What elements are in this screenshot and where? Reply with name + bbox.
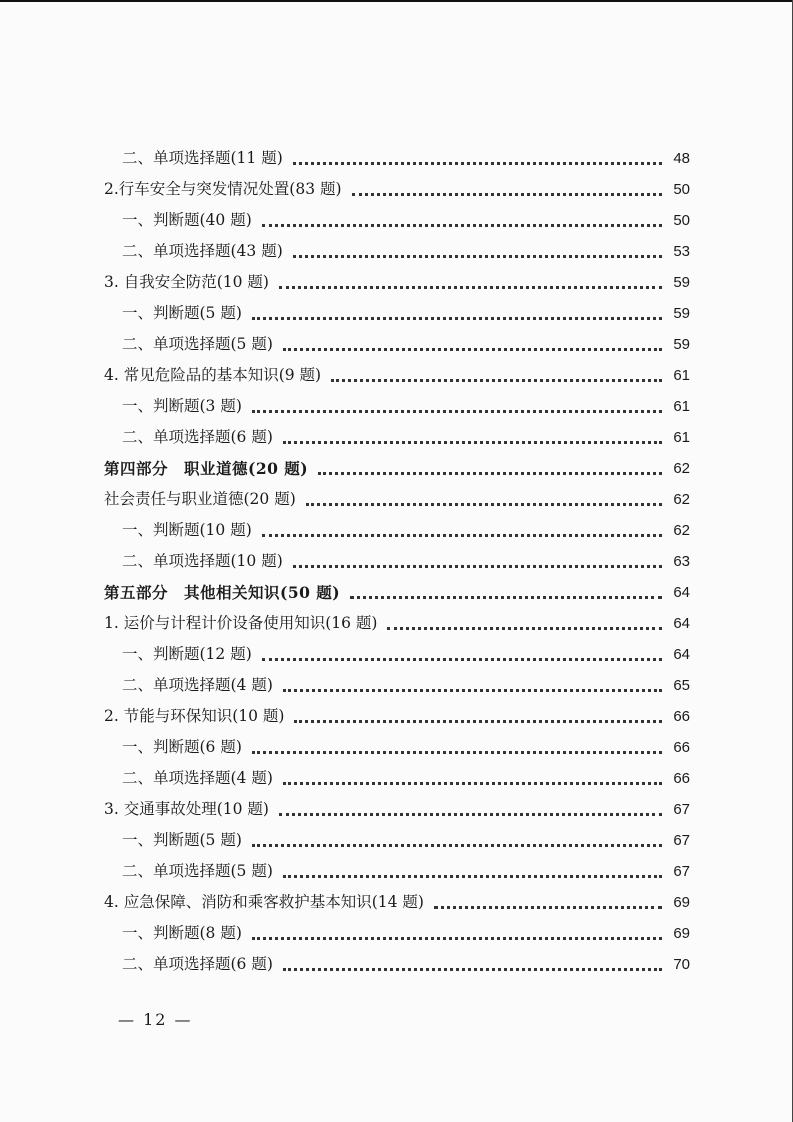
toc-subsection-entry[interactable] [104,639,690,670]
toc-entry-title: 3. 交通事故处理(10 题) [104,800,269,818]
toc-part-heading[interactable] [104,453,690,484]
toc-subsection-entry[interactable] [104,732,690,763]
toc-page-number: 67 [673,863,690,880]
toc-subsection-entry[interactable] [104,298,690,329]
toc-entry-title: 2. 节能与环保知识(10 题) [104,707,285,725]
toc-dot-leader [252,317,662,320]
toc-entry-title: 社会责任与职业道德(20 题) [104,490,296,508]
scan-top-edge [0,0,793,2]
toc-page-number: 67 [673,801,690,818]
toc-page-number: 65 [673,677,690,694]
toc-subsection-entry[interactable] [104,143,690,174]
toc-entry-title: 一、判断题(40 题) [122,211,252,229]
toc-page-number: 53 [673,243,690,260]
toc-page-number: 66 [673,770,690,787]
toc-entry-title: 二、单项选择题(10 题) [122,552,283,570]
toc-entry-title: 一、判断题(5 题) [122,831,242,849]
toc-entry-title: 3. 自我安全防范(10 题) [104,273,269,291]
toc-subsection-entry[interactable] [104,670,690,701]
toc-page-number: 66 [673,739,690,756]
toc-page-number: 48 [673,150,690,167]
toc-page-number: 61 [673,367,690,384]
toc-section-entry[interactable] [104,484,690,515]
toc-page-number: 64 [673,615,690,632]
toc-dot-leader [252,410,662,413]
toc-page-number: 59 [673,336,690,353]
toc-page-number: 59 [673,274,690,291]
toc-dot-leader [283,441,662,444]
toc-dot-leader [293,255,662,258]
toc-page-number: 61 [673,398,690,415]
toc-page-number: 64 [673,584,690,601]
toc-dot-leader [283,968,662,971]
toc-entry-title: 二、单项选择题(6 题) [122,428,273,446]
toc-entry-title: 一、判断题(3 题) [122,397,242,415]
toc-dot-leader [252,937,662,940]
toc-subsection-entry[interactable] [104,546,690,577]
toc-dot-leader [294,720,662,723]
toc-dot-leader [293,162,662,165]
toc-dot-leader [387,627,662,630]
toc-entry-title: 1. 运价与计程计价设备使用知识(16 题) [104,614,378,632]
toc-page-number: 67 [673,832,690,849]
toc-entry-title: 第五部分 其他相关知识(50 题) [104,583,341,602]
toc-dot-leader [252,844,662,847]
toc-entry-title: 二、单项选择题(5 题) [122,862,273,880]
table-of-contents [104,143,690,980]
toc-entry-title: 4. 应急保障、消防和乘客救护基本知识(14 题) [104,893,424,911]
toc-section-entry[interactable] [104,887,690,918]
toc-dot-leader [283,348,662,351]
toc-subsection-entry[interactable] [104,856,690,887]
toc-entry-title: 二、单项选择题(4 题) [122,676,273,694]
toc-page-number: 50 [673,212,690,229]
toc-dot-leader [279,813,662,816]
toc-page-number: 64 [673,646,690,663]
page-number-footer: — 12 — [118,1010,193,1029]
toc-subsection-entry[interactable] [104,949,690,980]
toc-subsection-entry[interactable] [104,329,690,360]
toc-page-number: 62 [673,460,690,477]
toc-subsection-entry[interactable] [104,205,690,236]
toc-section-entry[interactable] [104,267,690,298]
toc-page-number: 69 [673,925,690,942]
toc-dot-leader [252,751,662,754]
toc-dot-leader [283,782,662,785]
toc-subsection-entry[interactable] [104,422,690,453]
toc-subsection-entry[interactable] [104,236,690,267]
toc-dot-leader [283,689,662,692]
toc-dot-leader [262,224,662,227]
toc-subsection-entry[interactable] [104,391,690,422]
toc-subsection-entry[interactable] [104,763,690,794]
toc-page-number: 62 [673,491,690,508]
toc-entry-title: 二、单项选择题(4 题) [122,769,273,787]
toc-dot-leader [434,906,662,909]
toc-subsection-entry[interactable] [104,515,690,546]
toc-dot-leader [283,875,662,878]
toc-dot-leader [306,503,662,506]
toc-page-number: 63 [673,553,690,570]
toc-entry-title: 一、判断题(8 题) [122,924,242,942]
toc-section-entry[interactable] [104,794,690,825]
toc-section-entry[interactable] [104,174,690,205]
toc-dot-leader [318,472,662,475]
toc-subsection-entry[interactable] [104,918,690,949]
toc-dot-leader [350,596,662,599]
toc-part-heading[interactable] [104,577,690,608]
toc-section-entry[interactable] [104,701,690,732]
toc-dot-leader [279,286,662,289]
toc-page-number: 50 [673,181,690,198]
toc-entry-title: 一、判断题(10 题) [122,521,252,539]
toc-page-number: 59 [673,305,690,322]
toc-entry-title: 二、单项选择题(43 题) [122,242,283,260]
toc-page-number: 62 [673,522,690,539]
toc-entry-title: 一、判断题(5 题) [122,304,242,322]
toc-dot-leader [352,193,662,196]
toc-entry-title: 一、判断题(6 题) [122,738,242,756]
toc-entry-title: 二、单项选择题(11 题) [122,149,283,167]
toc-dot-leader [262,534,662,537]
toc-page-number: 69 [673,894,690,911]
toc-entry-title: 二、单项选择题(5 题) [122,335,273,353]
toc-page-number: 61 [673,429,690,446]
toc-page-number: 70 [673,956,690,973]
toc-page-number: 66 [673,708,690,725]
toc-dot-leader [331,379,662,382]
toc-entry-title: 4. 常见危险品的基本知识(9 题) [104,366,322,384]
toc-entry-title: 二、单项选择题(6 题) [122,955,273,973]
toc-entry-title: 一、判断题(12 题) [122,645,252,663]
toc-section-entry[interactable] [104,608,690,639]
toc-entry-title: 2.行车安全与突发情况处置(83 题) [104,180,342,198]
toc-entry-title: 第四部分 职业道德(20 题) [104,459,309,478]
toc-section-entry[interactable] [104,360,690,391]
toc-dot-leader [293,565,662,568]
toc-dot-leader [262,658,662,661]
toc-subsection-entry[interactable] [104,825,690,856]
